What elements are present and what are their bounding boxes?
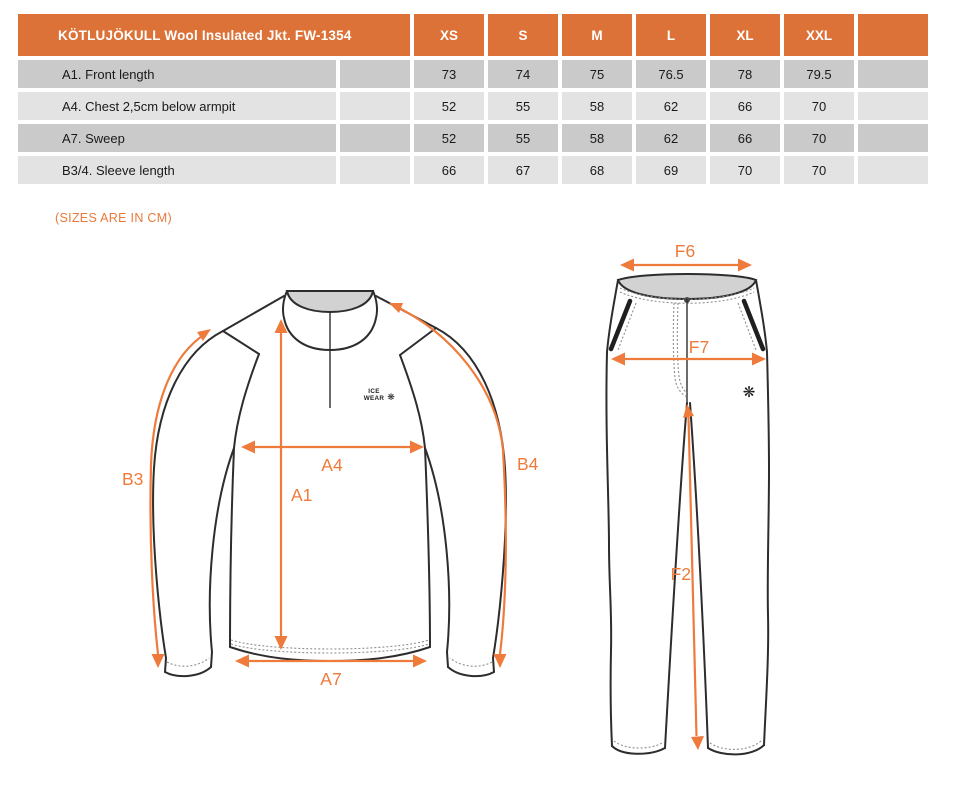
dim-label-b3: B3: [122, 469, 144, 489]
value-cell: 62: [636, 92, 706, 120]
dim-label-b4: B4: [517, 454, 539, 474]
table-row: [18, 124, 928, 152]
value-cell: 52: [414, 124, 484, 152]
dim-label-f2: F2: [670, 564, 691, 584]
value-cell: 78: [710, 60, 780, 88]
value-cell: 58: [562, 124, 632, 152]
dimension-b3: [122, 329, 211, 668]
table-row: [18, 92, 928, 120]
table-row: [18, 156, 928, 184]
value-cell: 58: [562, 92, 632, 120]
value-cell: 68: [562, 156, 632, 184]
row-label: A7. Sweep: [18, 124, 336, 152]
dimension-f7: [611, 337, 766, 366]
logo-text-line1: ICE: [368, 388, 380, 395]
table-header-row: [18, 14, 928, 56]
value-cell: 70: [710, 156, 780, 184]
col-header-spacer: [858, 14, 928, 56]
dimension-a7: [235, 655, 427, 690]
snowflake-icon: ❋: [742, 383, 756, 401]
table-title: KÖTLUJÖKULL Wool Insulated Jkt. FW-1354: [18, 14, 410, 56]
units-note: (SIZES ARE IN CM): [55, 211, 172, 225]
spacer-cell: [340, 124, 410, 152]
value-cell: 66: [710, 124, 780, 152]
value-cell: 67: [488, 156, 558, 184]
col-header-xl: XL: [710, 14, 780, 56]
spacer-cell: [340, 156, 410, 184]
value-cell: 55: [488, 124, 558, 152]
jacket-drawing: [122, 291, 539, 689]
measurement-diagrams: [0, 238, 960, 783]
col-header-m: M: [562, 14, 632, 56]
value-cell: 69: [636, 156, 706, 184]
value-cell: 70: [784, 156, 854, 184]
col-header-s: S: [488, 14, 558, 56]
value-cell: 76.5: [636, 60, 706, 88]
value-cell: 75: [562, 60, 632, 88]
pants-drawing: [606, 241, 769, 754]
dim-label-f7: F7: [688, 337, 710, 357]
dimension-b4: [389, 303, 539, 668]
value-cell: 52: [414, 92, 484, 120]
spacer-cell: [858, 92, 928, 120]
spacer-cell: [858, 124, 928, 152]
spacer-cell: [340, 60, 410, 88]
dim-label-a4: A4: [321, 455, 343, 475]
snowflake-icon: ❋: [387, 393, 395, 403]
value-cell: 79.5: [784, 60, 854, 88]
dimension-f2: [671, 404, 704, 750]
spacer-cell: [858, 60, 928, 88]
dimension-f6: [620, 241, 752, 272]
row-label: A1. Front length: [18, 60, 336, 88]
value-cell: 70: [784, 124, 854, 152]
value-cell: 66: [414, 156, 484, 184]
waistband-shade: [618, 274, 756, 299]
dimension-a4: [241, 441, 424, 476]
ice-wear-logo: [364, 388, 395, 403]
logo-text-line2: WEAR: [363, 395, 385, 402]
dim-label-f6: F6: [674, 241, 696, 261]
row-label: B3/4. Sleeve length: [18, 156, 336, 184]
spacer-cell: [858, 156, 928, 184]
value-cell: 55: [488, 92, 558, 120]
value-cell: 66: [710, 92, 780, 120]
value-cell: 62: [636, 124, 706, 152]
value-cell: 74: [488, 60, 558, 88]
dimension-a1: [275, 319, 313, 650]
value-cell: 70: [784, 92, 854, 120]
col-header-xxl: XXL: [784, 14, 854, 56]
dim-label-a7: A7: [320, 669, 342, 689]
table-row: [18, 60, 928, 88]
col-header-xs: XS: [414, 14, 484, 56]
dim-label-a1: A1: [291, 485, 313, 505]
spacer-cell: [340, 92, 410, 120]
collar-shade: [287, 291, 373, 312]
row-label: A4. Chest 2,5cm below armpit: [18, 92, 336, 120]
value-cell: 73: [414, 60, 484, 88]
col-header-l: L: [636, 14, 706, 56]
size-table: [14, 10, 932, 188]
